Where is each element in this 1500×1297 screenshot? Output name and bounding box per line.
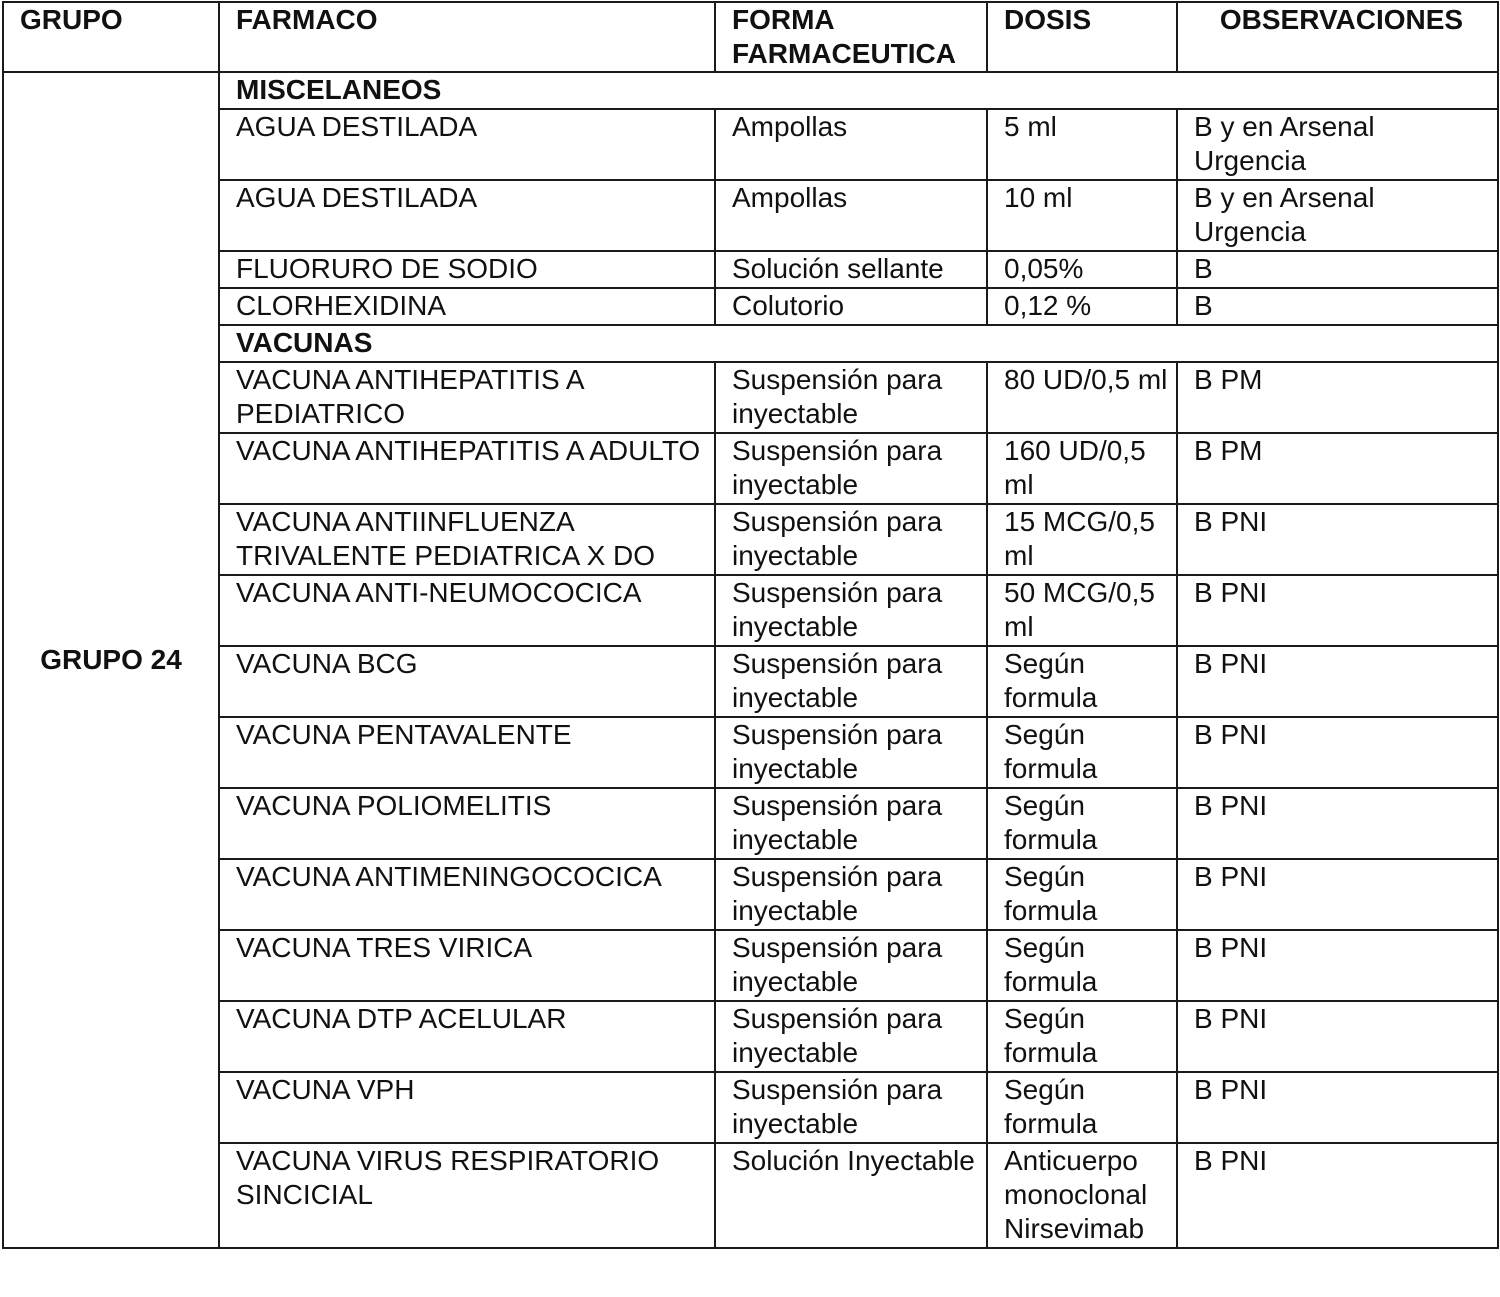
table-row [3, 646, 1498, 717]
cell-forma-farmaceutica: Solución Inyectable [715, 1143, 987, 1248]
cell-dosis: 5 ml [987, 109, 1177, 180]
cell-dosis: Según formula [987, 1072, 1177, 1143]
cell-dosis: Según formula [987, 1001, 1177, 1072]
header-forma-farmaceutica: FORMA FARMACEUTICA [715, 2, 987, 72]
cell-forma-farmaceutica: Suspensión para inyectable [715, 1001, 987, 1072]
cell-forma-farmaceutica: Suspensión para inyectable [715, 1072, 987, 1143]
cell-dosis: 0,12 % [987, 288, 1177, 325]
medication-table [2, 1, 1499, 1249]
cell-farmaco: VACUNA PENTAVALENTE [219, 717, 715, 788]
table-row [3, 288, 1498, 325]
cell-farmaco: AGUA DESTILADA [219, 180, 715, 251]
cell-forma-farmaceutica: Ampollas [715, 180, 987, 251]
cell-observaciones: B y en Arsenal Urgencia [1177, 180, 1498, 251]
cell-forma-farmaceutica: Colutorio [715, 288, 987, 325]
cell-dosis: 0,05% [987, 251, 1177, 288]
cell-forma-farmaceutica: Suspensión para inyectable [715, 717, 987, 788]
table-body [3, 72, 1498, 1248]
header-observaciones: OBSERVACIONES [1177, 2, 1498, 72]
cell-dosis: 160 UD/0,5 ml [987, 433, 1177, 504]
cell-observaciones: B PNI [1177, 1072, 1498, 1143]
cell-observaciones: B y en Arsenal Urgencia [1177, 109, 1498, 180]
table-row [3, 859, 1498, 930]
cell-forma-farmaceutica: Suspensión para inyectable [715, 788, 987, 859]
cell-farmaco: VACUNA TRES VIRICA [219, 930, 715, 1001]
cell-forma-farmaceutica: Suspensión para inyectable [715, 362, 987, 433]
cell-dosis: 50 MCG/0,5 ml [987, 575, 1177, 646]
cell-farmaco: VACUNA BCG [219, 646, 715, 717]
cell-farmaco: VACUNA ANTIINFLUENZA TRIVALENTE PEDIATRICA X DO [219, 504, 715, 575]
cell-observaciones: B PM [1177, 433, 1498, 504]
cell-observaciones: B PNI [1177, 575, 1498, 646]
cell-dosis: Según formula [987, 788, 1177, 859]
table-row [3, 504, 1498, 575]
section-title: VACUNAS [219, 325, 1498, 362]
cell-observaciones: B [1177, 251, 1498, 288]
cell-farmaco: VACUNA ANTIHEPATITIS A ADULTO [219, 433, 715, 504]
cell-dosis: Según formula [987, 930, 1177, 1001]
cell-observaciones: B PNI [1177, 646, 1498, 717]
cell-observaciones: B PNI [1177, 859, 1498, 930]
table-row [3, 717, 1498, 788]
cell-observaciones: B PNI [1177, 1001, 1498, 1072]
cell-observaciones: B PNI [1177, 788, 1498, 859]
cell-forma-farmaceutica: Suspensión para inyectable [715, 930, 987, 1001]
cell-farmaco: VACUNA ANTI-NEUMOCOCICA [219, 575, 715, 646]
cell-observaciones: B PNI [1177, 504, 1498, 575]
table-row [3, 180, 1498, 251]
table-row [3, 362, 1498, 433]
header-grupo: GRUPO [3, 2, 219, 72]
cell-farmaco: FLUORURO DE SODIO [219, 251, 715, 288]
section-row [3, 72, 1498, 109]
table-row [3, 575, 1498, 646]
header-farmaco: FARMACO [219, 2, 715, 72]
cell-forma-farmaceutica: Solución sellante [715, 251, 987, 288]
cell-dosis: Según formula [987, 859, 1177, 930]
cell-farmaco: VACUNA ANTIHEPATITIS A PEDIATRICO [219, 362, 715, 433]
table-row [3, 1143, 1498, 1248]
cell-farmaco: VACUNA VPH [219, 1072, 715, 1143]
cell-dosis: Anticuerpo monoclonal Nirsevimab [987, 1143, 1177, 1248]
cell-dosis: 80 UD/0,5 ml [987, 362, 1177, 433]
group-label: GRUPO 24 [3, 72, 219, 1248]
table-row [3, 788, 1498, 859]
section-title: MISCELANEOS [219, 72, 1498, 109]
cell-forma-farmaceutica: Suspensión para inyectable [715, 433, 987, 504]
table-row [3, 1001, 1498, 1072]
table-row [3, 1072, 1498, 1143]
cell-forma-farmaceutica: Suspensión para inyectable [715, 575, 987, 646]
cell-forma-farmaceutica: Suspensión para inyectable [715, 859, 987, 930]
table-row [3, 109, 1498, 180]
cell-observaciones: B PM [1177, 362, 1498, 433]
header-dosis: DOSIS [987, 2, 1177, 72]
cell-dosis: 15 MCG/0,5 ml [987, 504, 1177, 575]
cell-farmaco: VACUNA POLIOMELITIS [219, 788, 715, 859]
cell-observaciones: B PNI [1177, 930, 1498, 1001]
cell-farmaco: AGUA DESTILADA [219, 109, 715, 180]
cell-observaciones: B PNI [1177, 717, 1498, 788]
table-row [3, 930, 1498, 1001]
cell-observaciones: B [1177, 288, 1498, 325]
cell-forma-farmaceutica: Ampollas [715, 109, 987, 180]
cell-farmaco: VACUNA DTP ACELULAR [219, 1001, 715, 1072]
cell-forma-farmaceutica: Suspensión para inyectable [715, 504, 987, 575]
cell-forma-farmaceutica: Suspensión para inyectable [715, 646, 987, 717]
cell-dosis: Según formula [987, 646, 1177, 717]
table-row [3, 433, 1498, 504]
cell-farmaco: CLORHEXIDINA [219, 288, 715, 325]
cell-dosis: 10 ml [987, 180, 1177, 251]
cell-farmaco: VACUNA ANTIMENINGOCOCICA [219, 859, 715, 930]
cell-observaciones: B PNI [1177, 1143, 1498, 1248]
header-row [3, 2, 1498, 72]
table-row [3, 251, 1498, 288]
cell-farmaco: VACUNA VIRUS RESPIRATORIO SINCICIAL [219, 1143, 715, 1248]
section-row [3, 325, 1498, 362]
cell-dosis: Según formula [987, 717, 1177, 788]
